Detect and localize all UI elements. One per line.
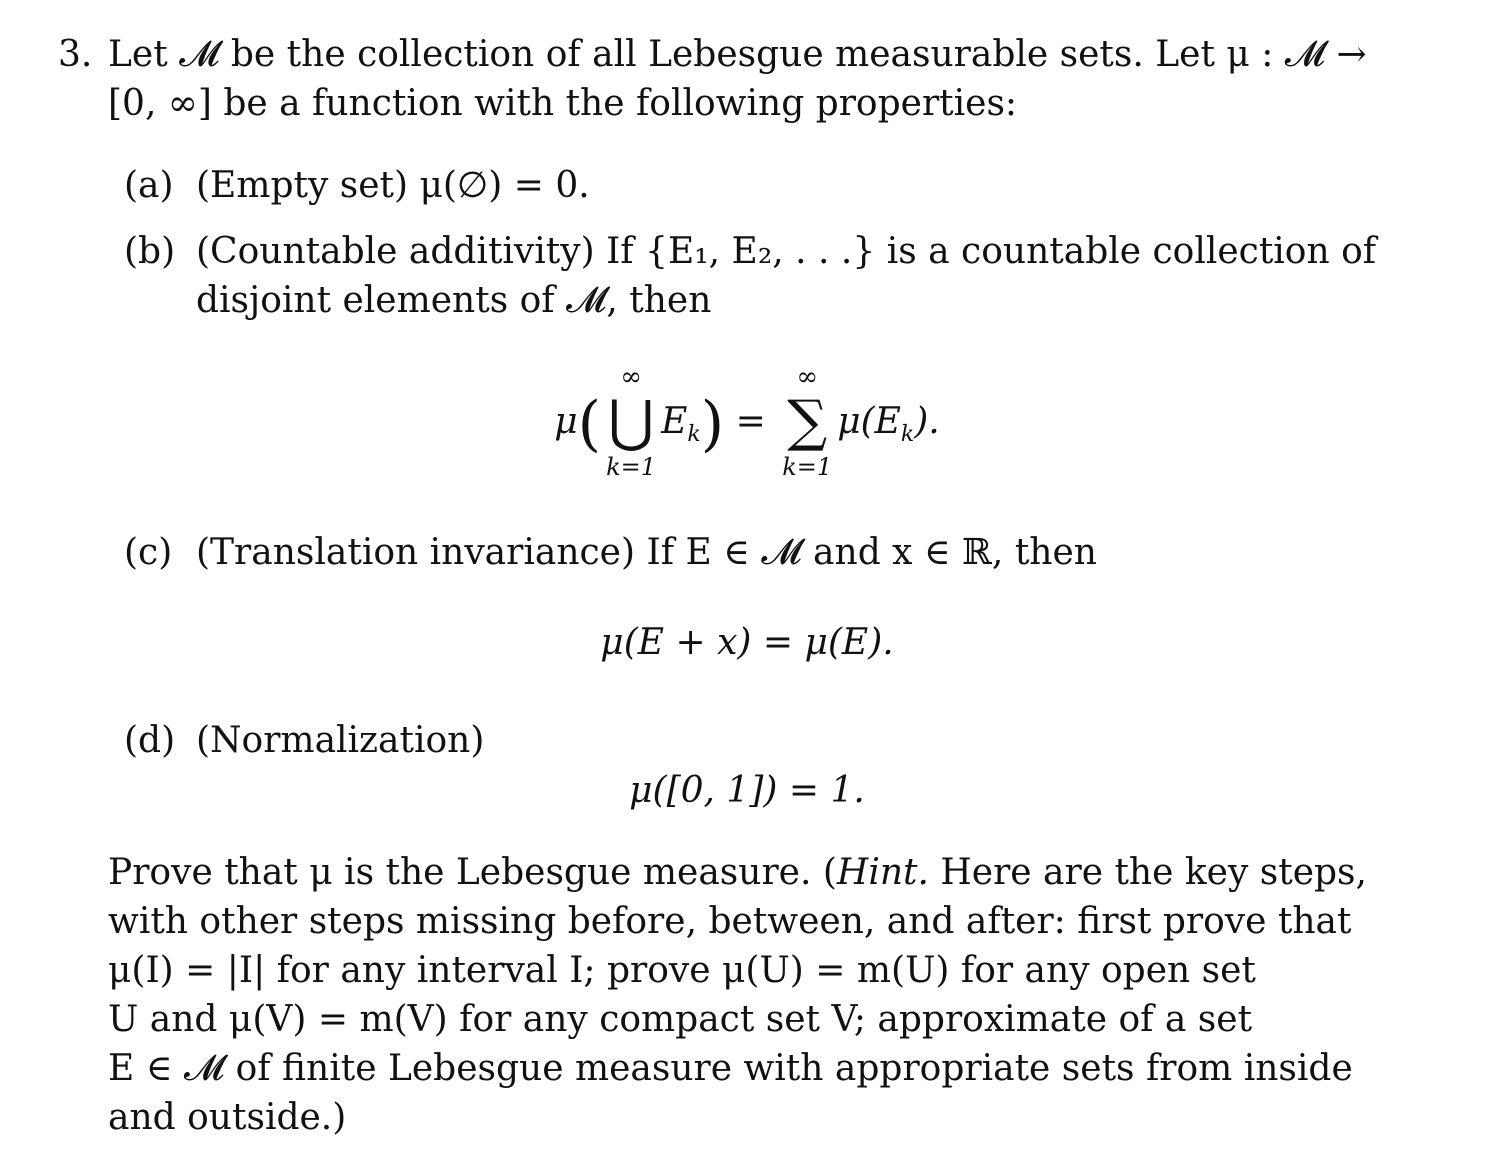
item-b-text-line-1: (Countable additivity) If {E₁, E₂, . . .} is a countable collection of <box>196 231 1377 272</box>
eq-b-right-paren: ) <box>700 389 725 459</box>
equation-normalization: μ([0, 1]) = 1. <box>629 770 865 811</box>
item-a-label: (a) <box>124 165 174 206</box>
union-symbol: ⋃ <box>608 389 655 454</box>
sum-symbol: ∑ <box>787 389 828 454</box>
sum-sub: k=1 <box>782 453 833 481</box>
sum-sup: ∞ <box>796 362 819 392</box>
eq-b-union-arg-sub: k <box>687 422 701 448</box>
conclusion-line-2: with other steps missing before, between, and after: first prove that <box>108 901 1352 942</box>
item-d-label: (d) <box>124 720 176 761</box>
eq-b-rhs: μ(E <box>837 401 901 442</box>
union-sub: k=1 <box>606 453 657 481</box>
conclusion-line-6: and outside.) <box>108 1097 347 1138</box>
conclusion-line-3: μ(I) = |I| for any interval I; prove μ(U) = m(U) for any open set <box>108 950 1256 991</box>
union-operator <box>601 364 661 484</box>
eq-b-equals: = <box>735 401 766 442</box>
problem-number: 3. <box>58 34 93 75</box>
conclusion-line-4: U and μ(V) = m(V) for any compact set V; approximate of a set <box>108 999 1253 1040</box>
conclusion-line-1-a: Prove that μ is the Lebesgue measure. ( <box>108 852 837 893</box>
eq-b-rhs-end: ). <box>914 401 940 442</box>
conclusion-line-1-b: Here are the key steps, <box>928 852 1367 893</box>
item-c-text: (Translation invariance) If E ∈ 𝓜 and x ∈ ℝ, then <box>196 532 1097 573</box>
intro-line-2: [0, ∞] be a function with the following properties: <box>108 83 1018 124</box>
item-c-label: (c) <box>124 532 173 573</box>
eq-b-left-paren: ( <box>577 389 602 459</box>
equation-countable-additivity <box>0 360 1494 484</box>
sum-operator <box>777 364 837 484</box>
item-a-text: (Empty set) μ(∅) = 0. <box>196 165 590 206</box>
equation-translation-invariance: μ(E + x) = μ(E). <box>600 622 894 663</box>
conclusion-line-5: E ∈ 𝓜 of finite Lebesgue measure with appropriate sets from inside <box>108 1048 1353 1089</box>
item-b-text-line-2: disjoint elements of 𝓜, then <box>196 280 712 321</box>
item-d-text: (Normalization) <box>196 720 485 761</box>
eq-b-mu: μ <box>554 401 578 442</box>
item-b-label: (b) <box>124 231 176 272</box>
eq-b-union-arg: E <box>661 401 688 442</box>
conclusion-line-1 <box>108 848 1367 897</box>
intro-line-1: Let 𝓜 be the collection of all Lebesgue measurable sets. Let μ : 𝓜 → <box>108 34 1367 75</box>
union-sup: ∞ <box>620 362 642 392</box>
hint-label: Hint. <box>836 852 929 893</box>
eq-b-rhs-sub: k <box>900 422 915 448</box>
